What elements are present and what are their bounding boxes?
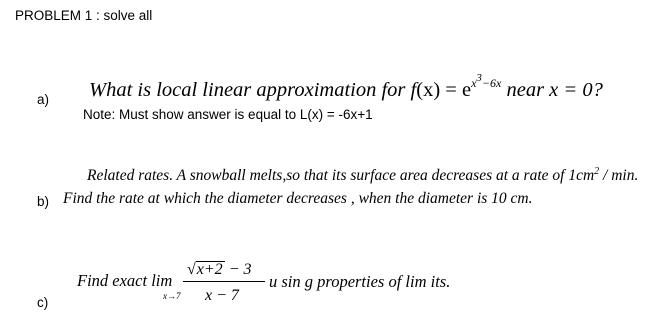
part-b-line1: [87, 166, 638, 185]
fraction-bar: [183, 281, 265, 282]
part-c-suffix: u sin g properties of lim its.: [269, 272, 451, 291]
numerator-tail: − 3: [224, 261, 252, 278]
problem-title: PROBLEM 1 : solve all: [15, 8, 153, 23]
sqrt-icon: √: [187, 261, 196, 278]
part-a-question: [89, 72, 603, 102]
part-b-line1-suffix: / min.: [599, 167, 639, 184]
part-b-line2: Find the rate at which the diameter decreases , when the diameter is 10 cm.: [63, 190, 533, 207]
part-a-tail: near x = 0?: [501, 79, 603, 101]
exponent-rest: −6x: [481, 76, 502, 90]
part-a-note: Note: Must show answer is equal to L(x) = -6x+1: [83, 107, 373, 122]
part-a-exponent: [471, 72, 502, 90]
part-a-func-arg: (x) = e: [416, 79, 472, 101]
part-a-func: f: [410, 79, 417, 101]
part-b-label: b): [37, 194, 50, 209]
part-c-prefix: Find exact lim: [77, 271, 173, 290]
part-b-line1-prefix: Related rates. A snowball melts,so that its surface area decreases at a rate of 1cm: [87, 167, 595, 184]
fraction-numerator: [187, 261, 251, 279]
limit-subscript: x→7: [163, 291, 181, 301]
fraction-denominator: x − 7: [205, 287, 239, 304]
exponent-base: x: [471, 76, 477, 90]
part-c-label: c): [37, 295, 49, 310]
part-a-label: a): [37, 92, 50, 107]
exponent-power: 3: [476, 72, 482, 84]
part-a-lead: What is local linear approximation for: [89, 79, 411, 101]
part-b-power: 2: [594, 166, 600, 177]
radicand: x+2: [196, 261, 223, 278]
